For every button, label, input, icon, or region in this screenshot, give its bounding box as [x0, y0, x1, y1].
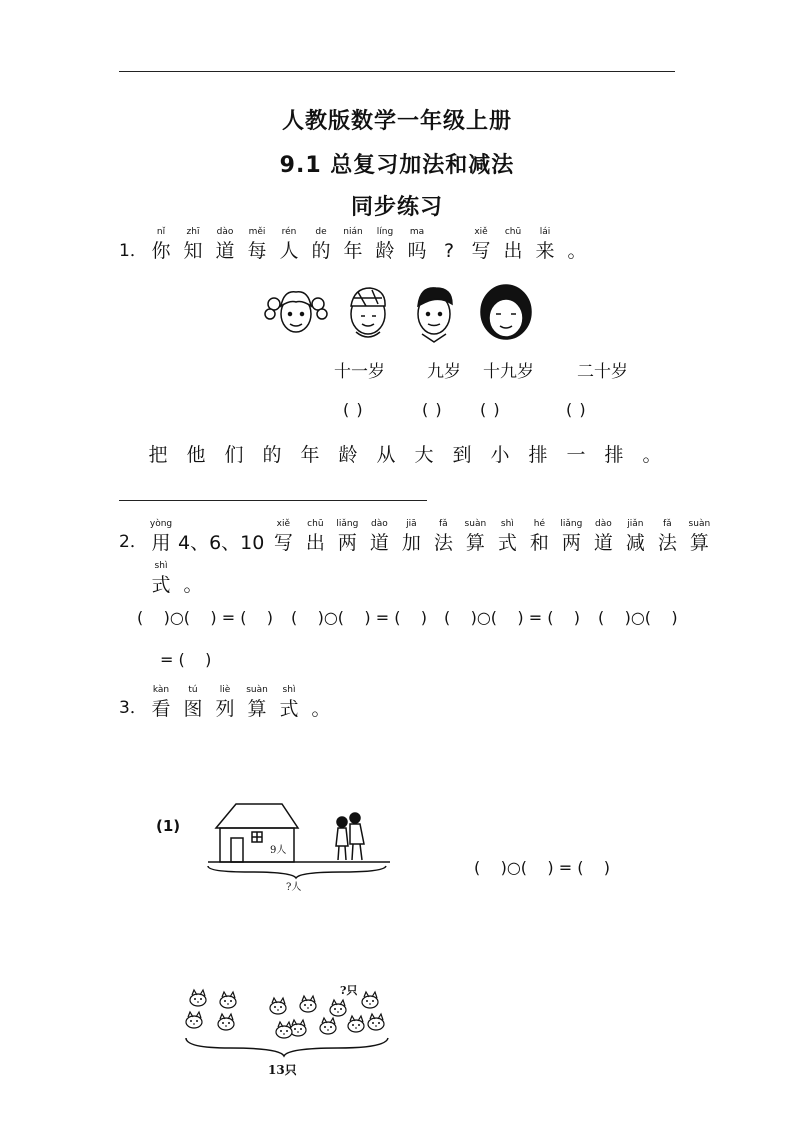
- house-people-picture: [200, 798, 395, 894]
- question-1-number: 1．: [119, 241, 147, 261]
- bird-icon: [368, 1014, 384, 1030]
- q2-pinyin-2: xiě: [276, 519, 291, 529]
- bird-icon: [218, 1014, 234, 1030]
- question-2-text: [146, 518, 716, 555]
- q3-char-3: [242, 684, 272, 721]
- q2-hanzi-6: 加: [401, 532, 421, 554]
- q2-char-9: [492, 518, 522, 555]
- girl-face-icon: [265, 292, 327, 332]
- question-3-text: [146, 684, 338, 721]
- boy-cap-face-icon: [351, 288, 385, 337]
- q1-hanzi-1: 知: [183, 240, 203, 262]
- house-door: [231, 838, 243, 862]
- q2-hanzi-8: 算: [465, 532, 485, 554]
- faces-illustration: [262, 282, 540, 344]
- equation-blank-3[interactable]: ( )○( ) = ( ): [444, 608, 581, 627]
- question-2-number: 2．: [119, 532, 147, 552]
- sort-char-4: 年: [300, 444, 320, 466]
- answer-blank-1[interactable]: ( ): [343, 400, 364, 419]
- q2-char-3: [300, 518, 330, 555]
- q1-hanzi-12: 来: [535, 240, 555, 262]
- answer-blank-3[interactable]: ( ): [480, 400, 501, 419]
- q1-pinyin-12: lái: [539, 227, 551, 237]
- q2-pinyin-0: yòng: [149, 519, 173, 529]
- sort-char-5: 龄: [338, 444, 358, 466]
- q2-pinyin-6: jiā: [406, 519, 417, 529]
- exercise-title: 同步练习: [350, 195, 443, 220]
- bird-icon: [300, 996, 316, 1012]
- q3-char-1: [178, 684, 208, 721]
- q2-hanzi-2: 写: [273, 532, 293, 554]
- q2-char-12: [588, 518, 618, 555]
- q1-pinyin-11: chū: [504, 227, 522, 237]
- sub-question-1-label: (1): [156, 817, 181, 835]
- q1-hanzi-2: 道: [215, 240, 235, 262]
- age-label-3: 十九岁: [483, 362, 534, 382]
- q1-char-7: [370, 226, 400, 263]
- q3-char-2: [210, 684, 240, 721]
- q1-char-2: [210, 226, 240, 263]
- bird-icon: [186, 1012, 202, 1028]
- q2-char-4: [332, 518, 362, 555]
- q2-line2-char-1: [178, 560, 208, 597]
- q1-pinyin-6: nián: [343, 227, 363, 237]
- sort-char-8: 到: [452, 444, 472, 466]
- sub-question-1-equation[interactable]: ( )○( ) = ( ): [474, 858, 611, 877]
- q2-hanzi-11: 两: [561, 532, 581, 554]
- bird-icon: [330, 1000, 346, 1016]
- q1-hanzi-3: 每: [247, 240, 267, 262]
- q2-hanzi-5: 道: [369, 532, 389, 554]
- birds-unknown-label: ?只: [340, 984, 358, 997]
- q2-char-11: [556, 518, 586, 555]
- question-2-text-line2: [146, 560, 210, 597]
- q2-hanzi-9: 式: [497, 532, 517, 554]
- q2-hanzi-12: 道: [593, 532, 613, 554]
- q1-pinyin-5: de: [315, 227, 327, 237]
- q2-hanzi-13: 减: [625, 532, 645, 554]
- q2-char-13: [620, 518, 650, 555]
- birds-picture: [180, 980, 410, 1080]
- q3-hanzi-4: 式: [279, 698, 299, 720]
- q3-pinyin-0: kàn: [152, 685, 170, 695]
- bird-icon: [290, 1020, 306, 1036]
- bird-icon: [190, 990, 206, 1006]
- q1-hanzi-9: ?: [443, 240, 455, 262]
- q1-char-10: [466, 226, 496, 263]
- q1-hanzi-8: 吗: [407, 240, 427, 262]
- q1-hanzi-7: 龄: [375, 240, 395, 262]
- answer-blank-2[interactable]: ( ): [422, 400, 443, 419]
- q1-char-5: [306, 226, 336, 263]
- q2-pinyin-7: fǎ: [439, 519, 448, 529]
- q3-char-5: [306, 684, 336, 721]
- q1-hanzi-5: 的: [311, 240, 331, 262]
- q2-pinyin-13: jiǎn: [627, 519, 644, 529]
- q1-pinyin-10: xiě: [474, 227, 488, 237]
- q1-hanzi-4: 人: [279, 240, 299, 262]
- sort-instruction: [139, 440, 671, 467]
- q2-hanzi-10: 和: [529, 532, 549, 554]
- q2-pinyin-15: suàn: [688, 519, 711, 529]
- answer-blank-4[interactable]: ( ): [566, 400, 587, 419]
- q1-char-12: [530, 226, 560, 263]
- q1-pinyin-4: rén: [281, 227, 297, 237]
- age-label-2: 九岁: [427, 362, 461, 382]
- q3-pinyin-1: tú: [188, 685, 198, 695]
- q3-hanzi-0: 看: [151, 698, 171, 720]
- q3-pinyin-4: shì: [282, 685, 296, 695]
- q3-hanzi-1: 图: [183, 698, 203, 720]
- q1-char-1: [178, 226, 208, 263]
- bird-icon: [362, 992, 378, 1008]
- sort-char-0: 把: [148, 444, 168, 466]
- sort-char-7: 大: [414, 444, 434, 466]
- q1-char-6: [338, 226, 368, 263]
- q2-char-2: [268, 518, 298, 555]
- q2-char-10: [524, 518, 554, 555]
- q3-pinyin-2: liè: [219, 685, 231, 695]
- age-label-4: 二十岁: [577, 362, 628, 382]
- q2-hanzi-0: 用: [151, 532, 171, 554]
- q2-line2-hanzi-1: 。: [183, 574, 203, 596]
- q1-hanzi-0: 你: [151, 240, 171, 262]
- total-brace: [208, 866, 386, 878]
- question-1-text: [146, 226, 594, 263]
- q2-pinyin-4: liǎng: [336, 519, 359, 529]
- sort-char-1: 他: [186, 444, 206, 466]
- bird-icon: [270, 998, 286, 1014]
- sort-char-3: 的: [262, 444, 282, 466]
- sort-char-11: 一: [566, 444, 586, 466]
- q1-hanzi-11: 出: [503, 240, 523, 262]
- q3-char-4: [274, 684, 304, 721]
- page-title: 人教版数学一年级上册: [281, 109, 512, 134]
- answer-line[interactable]: [119, 500, 427, 501]
- q3-char-0: [146, 684, 176, 721]
- q2-line2-hanzi-0: 式: [151, 574, 171, 596]
- q1-char-13: [562, 226, 592, 263]
- total-people-label: ?人: [286, 882, 302, 893]
- q1-pinyin-1: zhī: [186, 227, 200, 237]
- birds-brace: [186, 1038, 388, 1056]
- q2-pinyin-14: fǎ: [663, 519, 672, 529]
- sort-char-6: 从: [376, 444, 396, 466]
- q2-pinyin-12: dào: [594, 519, 612, 529]
- q2-pinyin-3: chū: [307, 519, 324, 529]
- q1-hanzi-6: 年: [343, 240, 363, 262]
- q2-char-0: [146, 518, 176, 555]
- q1-char-11: [498, 226, 528, 263]
- boy-face-icon: [418, 288, 452, 342]
- bird-icon: [348, 1016, 364, 1032]
- q2-hanzi-15: 算: [689, 532, 709, 554]
- q2-hanzi-4: 两: [337, 532, 357, 554]
- sort-char-13: 。: [642, 444, 662, 466]
- q3-pinyin-3: suàn: [246, 685, 268, 695]
- q2-char-15: [684, 518, 714, 555]
- q2-char-7: [428, 518, 458, 555]
- bird-icon: [320, 1018, 336, 1034]
- q2-char-5: [364, 518, 394, 555]
- bird-icon: [220, 992, 236, 1008]
- q2-hanzi-1: 4、6、10: [178, 532, 265, 554]
- q1-char-4: [274, 226, 304, 263]
- q2-line2-pinyin-0: shì: [154, 561, 168, 571]
- header-rule: [119, 71, 675, 72]
- q2-pinyin-11: liǎng: [560, 519, 583, 529]
- sort-char-2: 们: [224, 444, 244, 466]
- equation-blank-4[interactable]: ( )○( ): [598, 608, 678, 627]
- birds-total-label: 13只: [268, 1063, 297, 1077]
- equation-blank-1[interactable]: ( )○( ) = ( ): [137, 608, 274, 627]
- sort-char-10: 排: [528, 444, 548, 466]
- q1-pinyin-3: měi: [248, 227, 266, 237]
- q3-hanzi-2: 列: [215, 698, 235, 720]
- house-roof: [216, 804, 298, 828]
- q1-char-3: [242, 226, 272, 263]
- q1-char-9: [434, 226, 464, 263]
- q2-char-14: [652, 518, 682, 555]
- q1-hanzi-10: 写: [471, 240, 491, 262]
- q1-pinyin-8: ma: [409, 227, 425, 237]
- sort-char-9: 小: [490, 444, 510, 466]
- sort-char-12: 排: [604, 444, 624, 466]
- q1-pinyin-0: nǐ: [156, 227, 166, 237]
- q1-pinyin-7: líng: [376, 227, 394, 237]
- question-3-number: 3．: [119, 698, 147, 718]
- age-label-1: 十一岁: [334, 362, 385, 382]
- house-count-label: 9人: [270, 845, 287, 856]
- equation-blank-2[interactable]: ( )○( ) = ( ): [291, 608, 428, 627]
- equation-blank-4-result[interactable]: = ( ): [160, 650, 212, 669]
- q2-hanzi-7: 法: [433, 532, 453, 554]
- q3-hanzi-5: 。: [311, 698, 331, 720]
- lesson-title: 9.1 总复习加法和减法: [279, 153, 515, 178]
- q2-line2-char-0: [146, 560, 176, 597]
- q2-char-1: [178, 518, 264, 555]
- q2-pinyin-9: shì: [500, 519, 514, 529]
- q2-hanzi-3: 出: [305, 532, 325, 554]
- q2-char-8: [460, 518, 490, 555]
- bird-icon: [276, 1022, 292, 1038]
- q1-char-0: [146, 226, 176, 263]
- q3-hanzi-3: 算: [247, 698, 267, 720]
- q1-char-8: [402, 226, 432, 263]
- q2-hanzi-14: 法: [657, 532, 677, 554]
- q2-char-6: [396, 518, 426, 555]
- q1-pinyin-2: dào: [216, 227, 234, 237]
- woman-face-icon: [481, 285, 531, 339]
- q1-hanzi-13: 。: [567, 240, 587, 262]
- q2-pinyin-8: suàn: [464, 519, 487, 529]
- q2-pinyin-10: hé: [533, 519, 545, 529]
- q2-pinyin-5: dào: [370, 519, 388, 529]
